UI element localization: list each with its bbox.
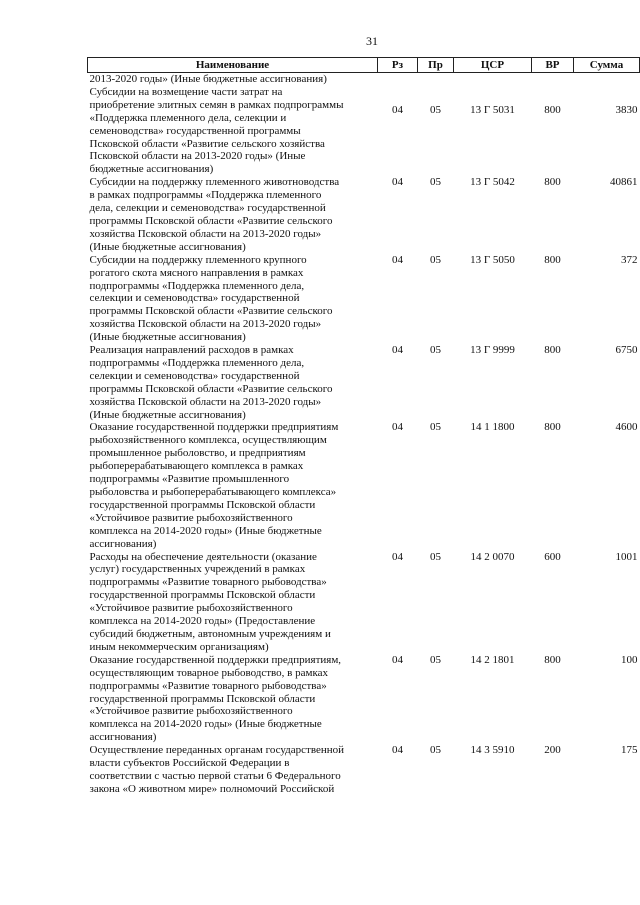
row-name-cell [88,344,378,421]
header-csr: ЦСР [454,58,532,73]
row-name-line: государственной программы Псковской области [89,692,316,705]
continuation-row [88,73,640,86]
row-name-line: в рамках подпрограммы «Поддержка племенного [89,189,322,202]
row-name-cell [88,176,378,253]
row-rz: 04 [392,176,403,189]
row-name-line: (Иные бюджетные ассигнования) [89,408,246,421]
row-name-line: Расходы на обеспечение деятельности (оказание [89,550,317,563]
row-name-line: подпрограммы «Развитие товарного рыбоводства» [89,679,327,692]
table-row [88,654,640,744]
row-rz: 04 [392,550,403,563]
row-name-line: программы Псковской области «Развитие сельского [89,382,333,395]
row-rz: 04 [392,344,403,357]
row-csr: 14 3 5910 [470,744,515,757]
row-name-line: комплекса на 2014-2020 годы» (Предоставление [89,615,316,628]
row-name-line: «Устойчивое развитие рыбохозяйственного [89,511,293,524]
row-sum: 372 [621,253,638,266]
row-name-cell [88,551,378,654]
row-name-line: программы Псковской области «Развитие сельского [89,214,333,227]
row-name-line: Реализация направлений расходов в рамках [89,344,294,357]
row-name-line: ассигнования) [89,731,157,744]
row-name-line: подпрограммы «Развитие товарного рыбоводства» [89,576,327,589]
row-name-line: Псковской области «Развитие сельского хозяйства [89,137,325,150]
row-name-line: государственной программы Псковской области [89,589,316,602]
row-name-cell [88,86,378,176]
row-name-line: рогатого скота мясного направления в рамках [89,266,304,279]
row-pr: 05 [430,653,441,666]
header-pr: Пр [418,58,454,73]
row-name-cell [88,654,378,744]
row-name-line: Псковской области на 2013-2020 годы» (Иные [89,150,306,163]
row-csr: 14 2 0070 [470,550,515,563]
row-name-line: (Иные бюджетные ассигнования) [89,331,246,344]
table-row [88,254,640,344]
row-pr: 05 [430,744,441,757]
row-pr: 05 [430,103,441,116]
row-name-line: закона «О животном мире» полномочий Российской [89,782,335,795]
row-vr: 800 [544,653,561,666]
row-pr: 05 [430,421,441,434]
row-sum: 3830 [615,103,638,116]
row-name-line: программы Псковской области «Развитие сельского [89,305,333,318]
table-row [88,176,640,253]
row-pr: 05 [430,550,441,563]
table-row [88,744,640,796]
row-vr: 600 [544,550,561,563]
row-sum: 1001 [615,550,638,563]
row-pr: 05 [430,344,441,357]
row-name-line: комплекса на 2014-2020 годы» (Иные бюджетные [89,718,322,731]
row-name-cell [88,421,378,550]
row-name-line: Субсидии на поддержку племенного крупного [89,253,307,266]
row-name-line: комплекса на 2014-2020 годы» (Иные бюджетные [89,524,322,537]
row-csr: 14 2 1801 [470,653,515,666]
row-name-line: хозяйства Псковской области на 2013-2020 годы» [89,318,322,331]
row-name-line: селекции и семеноводства» государственной [89,292,300,305]
row-name-line: подпрограммы «Развитие промышленного [89,473,290,486]
row-name-line: (Иные бюджетные ассигнования) [89,240,246,253]
row-name-line: «Устойчивое развитие рыбохозяйственного [89,602,293,615]
row-csr: 14 1 1800 [470,421,515,434]
row-name-line: иным некоммерческим организациям) [89,640,269,653]
row-name-line: хозяйства Псковской области на 2013-2020 годы» [89,395,322,408]
row-pr: 05 [430,176,441,189]
row-name-line: государственной программы Псковской области [89,498,316,511]
row-rz: 04 [392,653,403,666]
row-sum: 4600 [615,421,638,434]
table-row [88,86,640,176]
row-name-line: осуществляющим товарное рыбоводство, в рамках [89,666,328,679]
row-csr: 13 Г 5042 [470,176,515,189]
row-name-line: Субсидии на возмещение части затрат на [89,85,283,98]
row-name-line: семеноводства» государственной программы [89,124,301,137]
row-name-line: услуг) государственных учреждений в рамках [89,563,306,576]
row-name-line: подпрограммы «Поддержка племенного дела, [89,279,305,292]
row-name-line: бюджетные ассигнования) [89,163,214,176]
row-vr: 800 [544,421,561,434]
row-name-line: рыболовства и рыбоперерабатывающего комплекса» [89,486,337,498]
row-vr: 800 [544,253,561,266]
row-csr: 13 Г 5031 [470,103,515,116]
row-name-line: соответствии с частью первой статьи 6 Федерального [89,769,341,782]
table-header-row [88,58,640,73]
row-vr: 800 [544,103,561,116]
row-rz: 04 [392,103,403,116]
row-name-line: промышленное рыболовство, и предприятиям [89,447,306,460]
row-sum: 6750 [615,344,638,357]
row-pr: 05 [430,253,441,266]
row-name-line: подпрограммы «Поддержка племенного дела, [89,356,305,369]
row-vr: 200 [544,744,561,757]
header-name: Наименование [88,58,378,73]
row-name-line: субсидий бюджетным, автономным учреждениям и [89,627,331,640]
row-csr: 13 Г 9999 [470,344,515,357]
row-name-cell [88,744,378,796]
row-name-line: селекции и семеноводства» государственной [89,369,300,382]
row-rz: 04 [392,421,403,434]
row-name-line: «Поддержка племенного дела, селекции и [89,111,287,124]
row-name-line: власти субъектов Российской Федерации в [89,757,290,770]
header-sum: Сумма [574,58,640,73]
row-name-line: Осуществление переданных органам государственной [89,744,344,757]
header-rz: Рз [378,58,418,73]
row-sum: 175 [621,744,638,757]
row-name-line: рыбохозяйственного комплекса, осуществляющим [89,434,327,447]
table-row [88,344,640,421]
row-vr: 800 [544,176,561,189]
row-name-line: приобретение элитных семян в рамках подпрограммы [89,98,344,111]
row-name-line: Оказание государственной поддержки предприятиям [89,421,339,434]
budget-table [87,57,640,796]
table-row [88,551,640,654]
row-name-line: «Устойчивое развитие рыбохозяйственного [89,705,293,718]
row-sum: 40861 [610,176,638,189]
row-name-cell [88,254,378,344]
continuation-text: 2013-2020 годы» (Иные бюджетные ассигнования) [89,73,327,85]
row-rz: 04 [392,744,403,757]
row-name-line: дела, селекции и семеноводства» государственной [89,202,326,215]
row-name-line: рыбоперерабатывающего комплекса в рамках [89,460,304,473]
row-name-line: Оказание государственной поддержки предприятиям, [89,653,342,666]
row-csr: 13 Г 5050 [470,253,515,266]
row-vr: 800 [544,344,561,357]
row-name-line: Субсидии на поддержку племенного животноводства [89,176,340,189]
row-sum: 100 [621,653,638,666]
row-name-line: хозяйства Псковской области на 2013-2020 годы» [89,227,322,240]
header-vr: ВР [532,58,574,73]
row-name-line: ассигнования) [89,537,157,550]
table-row [88,421,640,550]
page-number: 31 [366,34,378,48]
row-rz: 04 [392,253,403,266]
